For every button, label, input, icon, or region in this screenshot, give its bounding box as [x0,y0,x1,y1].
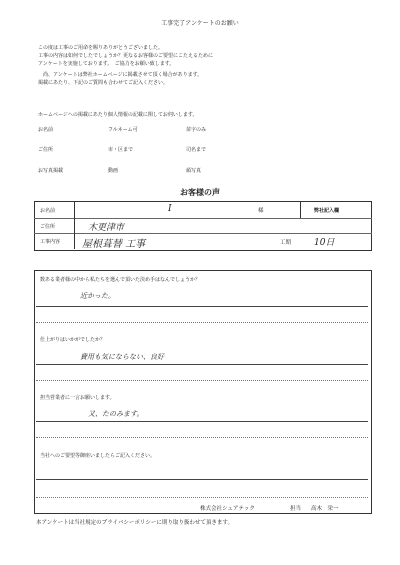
question-2-label: 仕上がりはいかがでしたか？ [40,337,106,343]
period-label: 工期 [280,240,292,246]
question-1-answer[interactable]: 近かった。 [80,292,115,300]
question-3-answer[interactable]: 又、たのみます。 [88,410,144,418]
consent-label: お写真掲載 [38,168,64,174]
question-3-label: 担当営業者に一言お願いします。 [40,395,115,401]
office-use-label: 弊社記入欄 [314,208,340,214]
consent-label: お名前 [38,127,54,133]
intro-line: 尚、アンケートは弊社ホームページに掲載させて頂く場合があります。 [38,72,203,78]
staff-name: 高木 栄一 [311,506,339,512]
work-value[interactable]: 屋根葺替 工事 [82,239,146,250]
address-value[interactable]: 木更津市 [88,223,125,233]
page-title: 工事完了アンケートのお願い [161,20,239,27]
consent-option[interactable]: 苗字のみ [186,127,207,133]
honorific: 様 [258,208,264,214]
consent-option[interactable]: 司名まで [186,147,207,153]
intro-line: 工事の内容は如何でしたでしょうか？更なるお客様のご要望にこたえるために [38,53,214,59]
intro-line: 掲載にあたり、下記のご質問も合わせてご記入ください。 [38,80,169,86]
work-label: 工事内容 [40,239,61,245]
question-4-label: 当社へのご要望等御座いましたらご記入ください。 [40,453,156,459]
staff-label: 担当 [290,506,302,512]
name-label: お名前 [40,208,56,214]
intro-line: アンケートを実施しております。 ご協力をお願い致します。 [38,61,175,67]
consent-option[interactable]: 顔写真 [186,168,202,174]
consent-option[interactable]: 市・区まで [108,147,134,153]
address-label: ご住所 [40,224,56,230]
period-value[interactable]: 10日 [314,238,335,248]
consent-heading: ホームページへの掲載にあたり個人情報の記載に関してお伺いします。 [38,112,198,118]
privacy-notice: 本アンケートは当社規定のプライバシーポリシーに則り取り扱わせて頂きます。 [36,520,233,526]
consent-option[interactable]: フルネーム可 [108,127,138,133]
consent-label: ご住所 [38,147,54,153]
question-2-answer[interactable]: 費用も気にならない、良好 [80,353,164,361]
voice-heading: お客様の声 [180,188,220,197]
question-1-label: 数ある業者様の中から私たちを選んで頂いた決め手はなんでしょうか？ [40,277,201,283]
company-name: 株式会社シェアテック [200,506,255,512]
intro-line: この度は工事のご用命を賜りありがとうございました。 [38,45,164,51]
name-value[interactable]: I [168,204,172,214]
consent-option[interactable]: 動画 [108,168,119,174]
